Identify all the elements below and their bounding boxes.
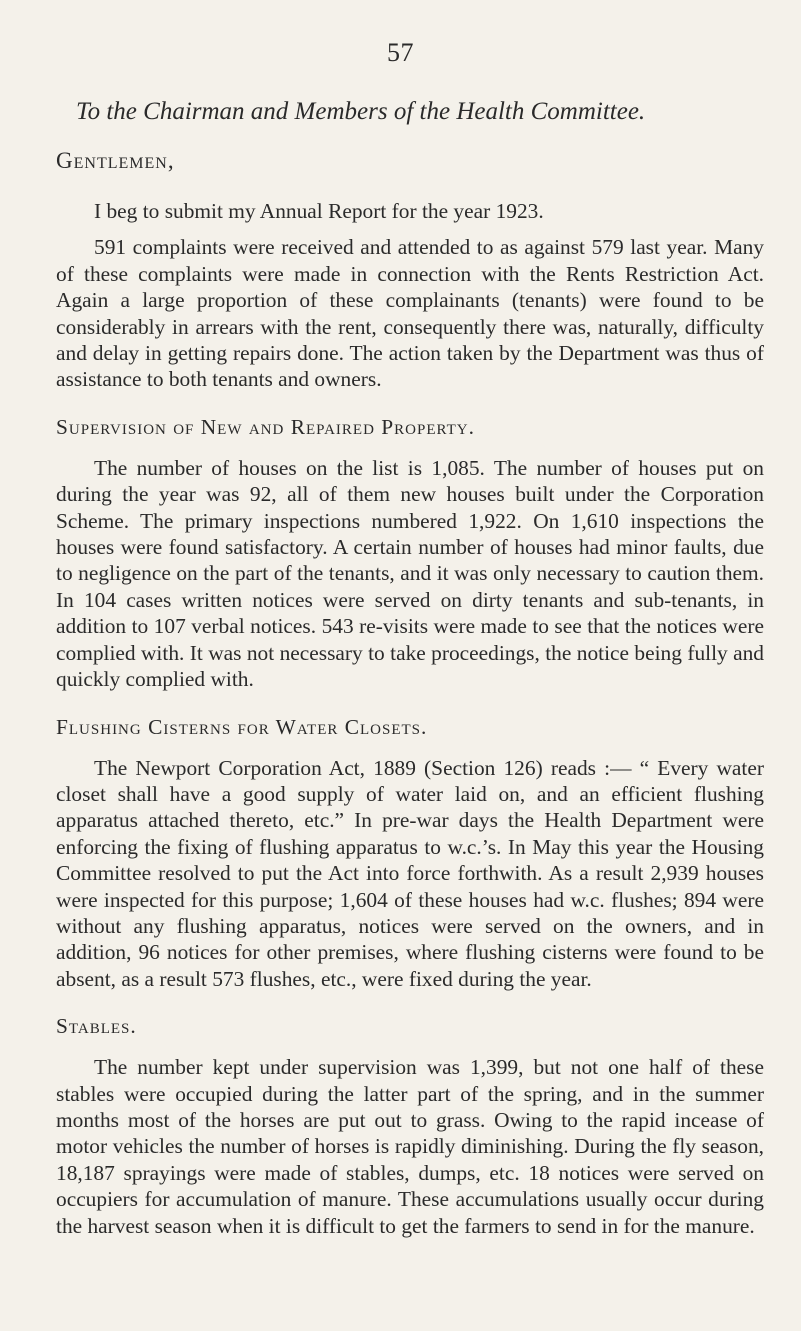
property-paragraph: The number of houses on the list is 1,085. The number of houses put on during the year was 92, all of them new houses built under the Corporation Scheme. The primary inspections numbered 1,922. On 1,610 inspections the houses were found satisfactory. A certain number of houses had minor faults, due to negligence on the part of the tenants, and it was only necessary to caution them. In 104 cases written notices were served on dirty tenants and sub-tenants, in addition to 107 verbal notices. 543 re-visits were made to see that the notices were complied with. It was not necessary to take proceedings, the notice being fully and quickly complied with. — [56, 455, 764, 692]
section-heading-cisterns: Flushing Cisterns for Water Closets. — [56, 714, 428, 739]
complaints-paragraph: 591 complaints were received and attended to as against 579 last year. Many of these complaints were made in connection with the Rents Restriction Act. Again a large proportion of these complainants (tenants) were found to be considerably in arrears with the rent, consequently there was, naturally, difficulty and delay in getting repairs done. The action taken by the Department was thus of assistance to both tenants and owners. — [56, 235, 764, 392]
stables-paragraph: The number kept under supervision was 1,399, but not one half of these stables were occupied during the latter part of the spring, and in the summer months most of the horses are put out to grass. Owing to the rapid incease of motor vehicles the number of horses is rapidly diminishing. During the fly season, 18,187 sprayings were made of stables, dumps, etc. 18 notices were served on occupiers for accumulation of manure. These accumulations usually occur during the harvest season when it is difficult to get the farmers to send in for the manure. — [56, 1055, 764, 1238]
salutation: Gentlemen, — [56, 148, 175, 173]
cisterns-paragraph: The Newport Corporation Act, 1889 (Section 126) reads :— “ Every water closet shall have a good supply of water laid on, and an efficient flushing apparatus attached thereto, etc.” In pre-war days the Health Department were enforcing the fixing of flushing apparatus to w.c.’s. In May this year the Housing Committee resolved to put the Act into force forthwith. As a result 2,939 houses were inspected for this purpose; 1,604 of these houses had w.c. flushes; 894 were without any flushing apparatus, notices were served on the owners, and in addition, 96 notices for other premises, where flushing cisterns were found to be absent, as a result 573 flushes, etc., were fixed during the year. — [56, 755, 764, 991]
section-heading-property: Supervision of New and Repaired Property. — [56, 414, 475, 439]
intro-paragraph: I beg to submit my Annual Report for the year 1923. — [94, 199, 544, 223]
report-content — [56, 96, 764, 1239]
section-heading-stables: Stables. — [56, 1014, 137, 1039]
page-number: 57 — [387, 38, 414, 67]
address-line: To the Chairman and Members of the Health Committee. — [76, 98, 646, 125]
